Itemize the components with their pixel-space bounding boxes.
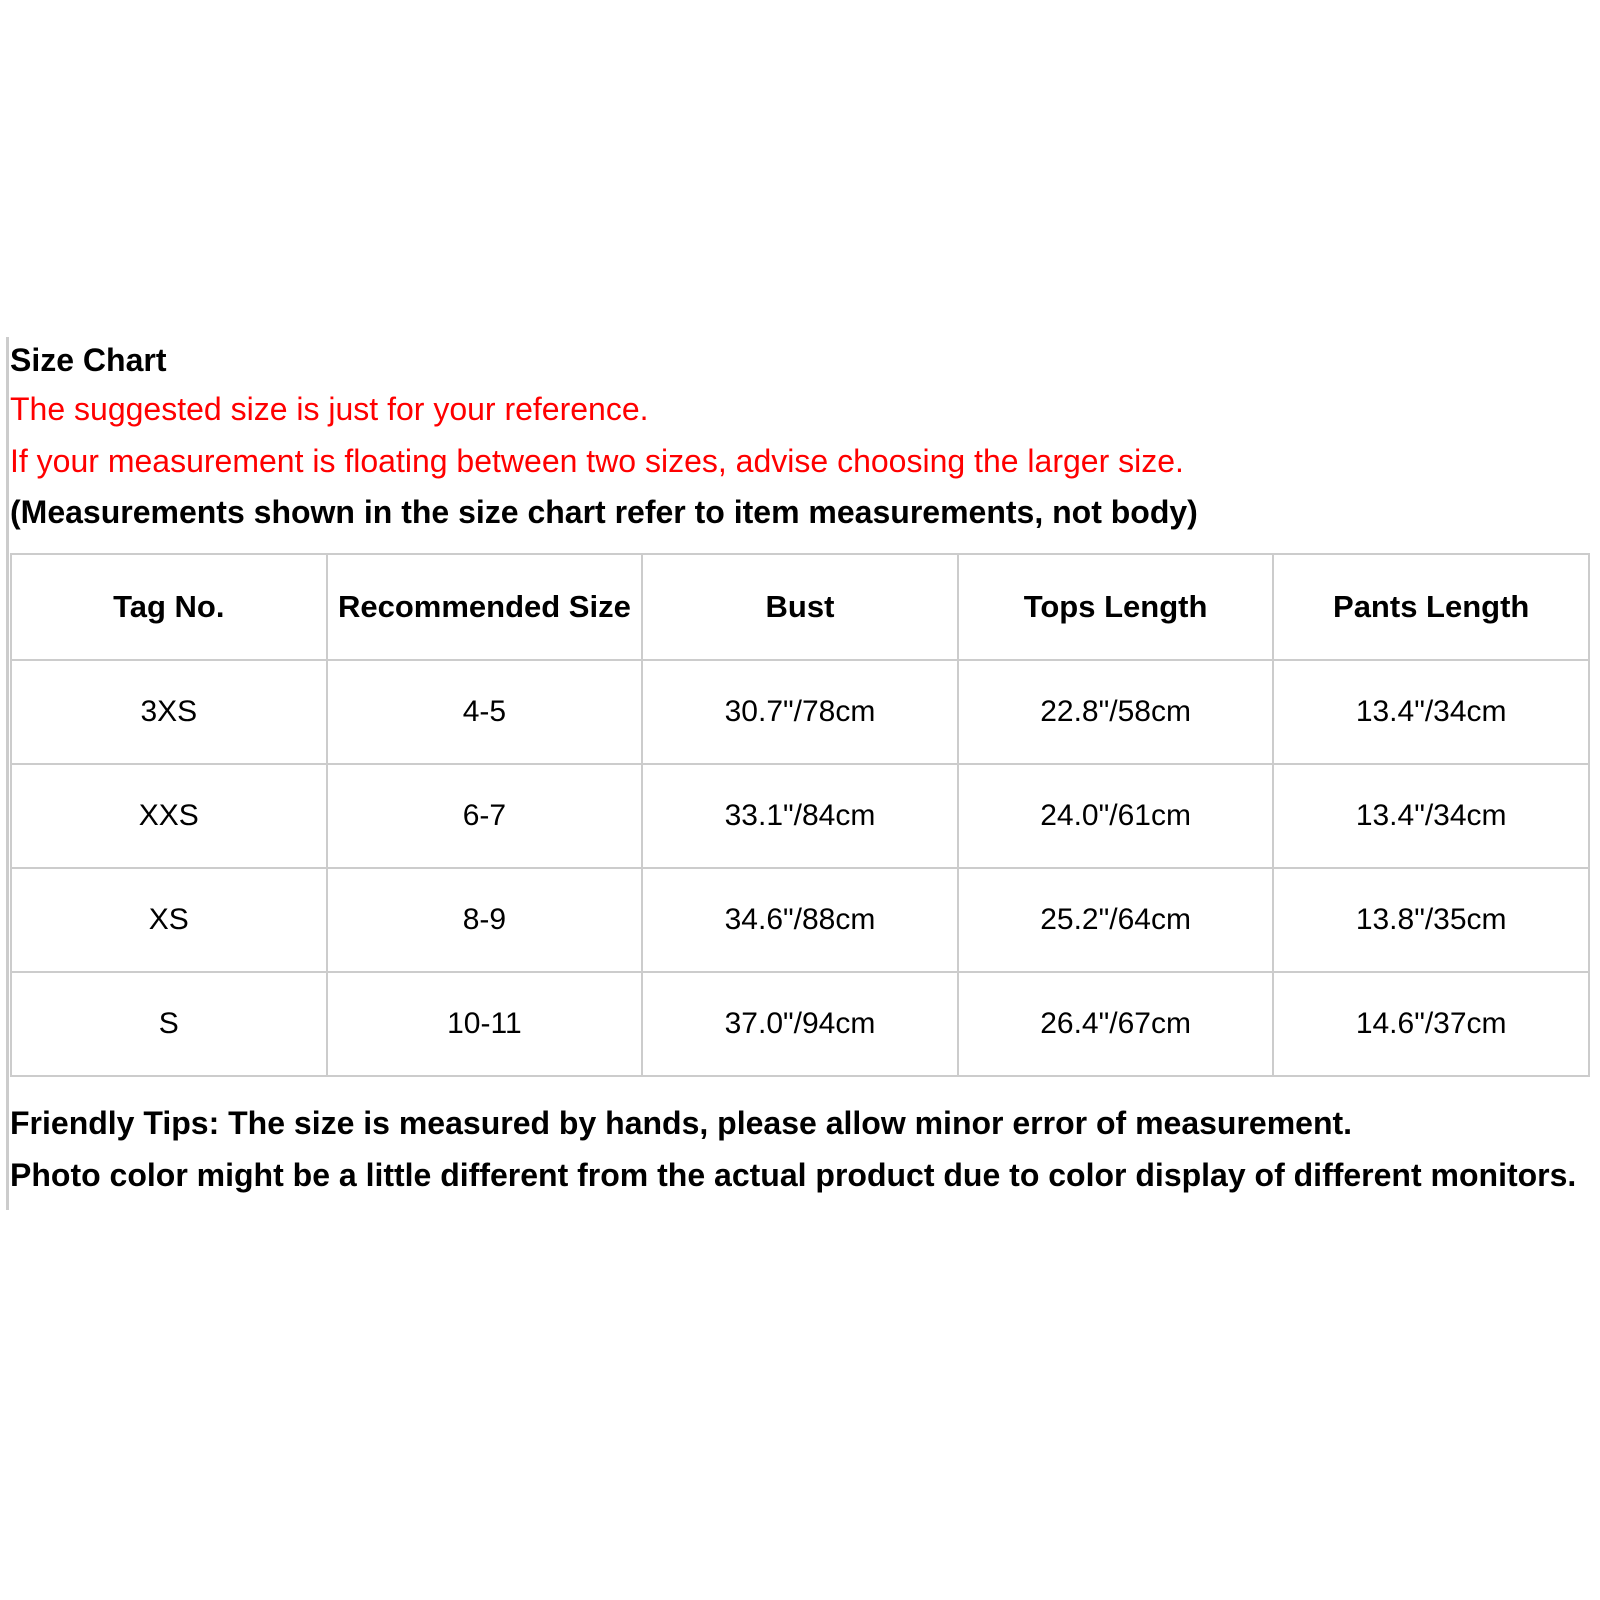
- table-cell: 14.6"/37cm: [1273, 972, 1589, 1076]
- col-header-recommended-size: Recommended Size: [327, 554, 643, 660]
- table-cell: 24.0"/61cm: [958, 764, 1274, 868]
- table-cell: 6-7: [327, 764, 643, 868]
- col-header-tag-no: Tag No.: [11, 554, 327, 660]
- friendly-tips-note: Friendly Tips: The size is measured by hands, please allow minor error of measurement.: [10, 1105, 1353, 1141]
- table-cell: 30.7"/78cm: [642, 660, 958, 764]
- measurements-note: (Measurements shown in the size chart refer to item measurements, not body): [10, 494, 1198, 530]
- table-cell: 26.4"/67cm: [958, 972, 1274, 1076]
- left-quote-rule: [6, 337, 9, 1210]
- col-header-pants-length: Pants Length: [1273, 554, 1589, 660]
- table-cell: XXS: [11, 764, 327, 868]
- content-area: [10, 337, 1590, 1201]
- table-cell: 8-9: [327, 868, 643, 972]
- table-row-3xs: [11, 660, 1589, 764]
- size-chart-table: [10, 553, 1590, 1077]
- table-cell: 22.8"/58cm: [958, 660, 1274, 764]
- table-cell: 4-5: [327, 660, 643, 764]
- table-cell: 13.4"/34cm: [1273, 660, 1589, 764]
- table-row-xxs: [11, 764, 1589, 868]
- table-cell: 33.1"/84cm: [642, 764, 958, 868]
- table-cell: 13.8"/35cm: [1273, 868, 1589, 972]
- photo-color-note: Photo color might be a little different from the actual product due to color display of different monitors.: [10, 1157, 1577, 1193]
- table-cell: S: [11, 972, 327, 1076]
- table-cell: 3XS: [11, 660, 327, 764]
- table-cell: 34.6"/88cm: [642, 868, 958, 972]
- col-header-bust: Bust: [642, 554, 958, 660]
- table-cell: 25.2"/64cm: [958, 868, 1274, 972]
- footer-notes: [10, 1097, 1590, 1201]
- table-cell: 37.0"/94cm: [642, 972, 958, 1076]
- red-note-2: If your measurement is floating between two sizes, advise choosing the larger size.: [10, 443, 1184, 479]
- col-header-tops-length: Tops Length: [958, 554, 1274, 660]
- page-title: Size Chart: [10, 342, 167, 378]
- table-header-row: [11, 554, 1589, 660]
- table-cell: 13.4"/34cm: [1273, 764, 1589, 868]
- red-note-1: The suggested size is just for your reference.: [10, 391, 649, 427]
- table-cell: 10-11: [327, 972, 643, 1076]
- table-row-xs: [11, 868, 1589, 972]
- table-row-s: [11, 972, 1589, 1076]
- table-cell: XS: [11, 868, 327, 972]
